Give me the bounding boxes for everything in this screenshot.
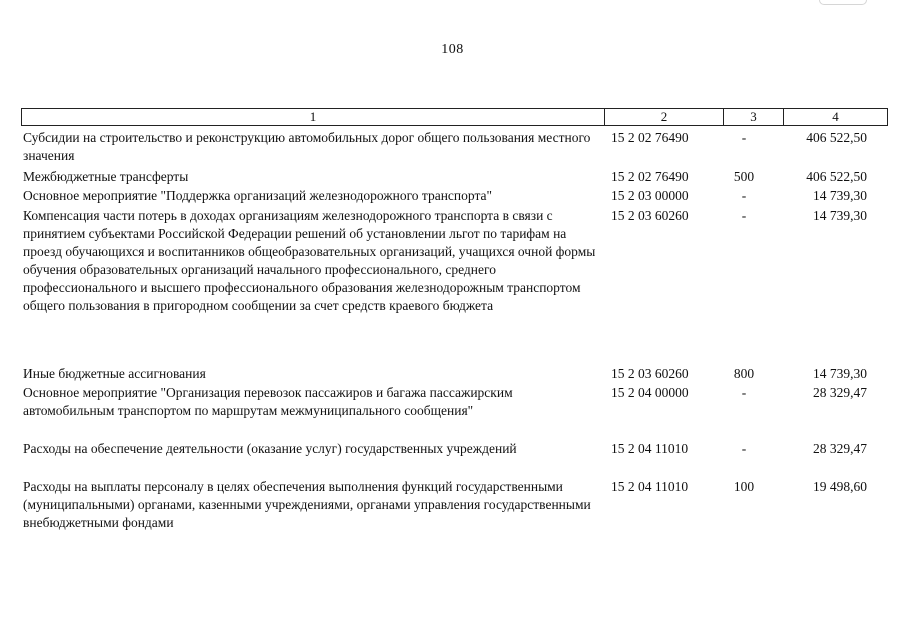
row-name: Расходы на выплаты персоналу в целях обеспечения выполнения функций государственными (муниципальными) органами, казенными учреждениями, органами управления государственными внебюджетными фондами bbox=[23, 479, 591, 530]
row-sum: 19 498,60 bbox=[813, 479, 867, 494]
row-sum: 14 739,30 bbox=[813, 188, 867, 203]
row-code: 15 2 03 60260 bbox=[611, 208, 689, 223]
row-name: Основное мероприятие "Поддержка организаций железнодорожного транспорта" bbox=[23, 188, 493, 203]
row-name: Межбюджетные трансферты bbox=[23, 169, 189, 184]
row-sum: 406 522,50 bbox=[806, 169, 867, 184]
row-code: 15 2 04 11010 bbox=[611, 441, 689, 456]
row-name: Иные бюджетные ассигнования bbox=[23, 366, 206, 381]
row-sum: 28 329,47 bbox=[813, 385, 867, 400]
row-type: - bbox=[741, 130, 747, 145]
row-code: 15 2 03 00000 bbox=[611, 188, 689, 203]
row-code: 15 2 02 76490 bbox=[611, 130, 689, 145]
row-code: 15 2 03 60260 bbox=[611, 366, 689, 381]
row-type: - bbox=[741, 208, 747, 223]
row-type: - bbox=[741, 441, 747, 456]
scan-corner-mark bbox=[819, 0, 867, 5]
header-col-4: 4 bbox=[832, 109, 839, 124]
table-header-row bbox=[21, 108, 888, 126]
row-sum: 28 329,47 bbox=[813, 441, 867, 456]
row-type: 500 bbox=[733, 169, 755, 184]
row-code: 15 2 04 11010 bbox=[611, 479, 689, 494]
page-number: 108 bbox=[441, 42, 464, 57]
header-col-2: 2 bbox=[605, 109, 724, 125]
row-sum: 14 739,30 bbox=[813, 366, 867, 381]
header-col-3: 3 bbox=[724, 109, 784, 125]
row-code: 15 2 04 00000 bbox=[611, 385, 689, 400]
row-code: 15 2 02 76490 bbox=[611, 169, 689, 184]
row-type: 800 bbox=[733, 366, 755, 381]
row-name: Субсидии на строительство и реконструкцию автомобильных дорог общего пользования местного значения bbox=[23, 130, 591, 163]
header-col-1: 1 bbox=[22, 109, 605, 125]
row-type: - bbox=[741, 188, 747, 203]
row-type: - bbox=[741, 385, 747, 400]
row-name: Основное мероприятие "Организация перевозок пассажиров и багажа пассажирским автомобильным транспортом по маршрутам межмуниципального сообщения" bbox=[23, 385, 513, 418]
row-type: 100 bbox=[733, 479, 755, 494]
row-sum: 406 522,50 bbox=[806, 130, 867, 145]
row-name: Компенсация части потерь в доходах организациям железнодорожного транспорта в связи с принятием субъектами Российской Федерации решений об установлении льгот по тарифам на проезд обучающихся и воспитанников общеобразовательных организаций, учащихся очной формы обучения образовательных организаций начального профессионального, среднего профессионального и высшего профессионального образования железнодорожным транспортом общего пользования в пригородном сообщении за счет средств краевого бюджета bbox=[23, 208, 596, 313]
row-name: Расходы на обеспечение деятельности (оказание услуг) государственных учреждений bbox=[23, 441, 517, 456]
row-sum: 14 739,30 bbox=[813, 208, 867, 223]
